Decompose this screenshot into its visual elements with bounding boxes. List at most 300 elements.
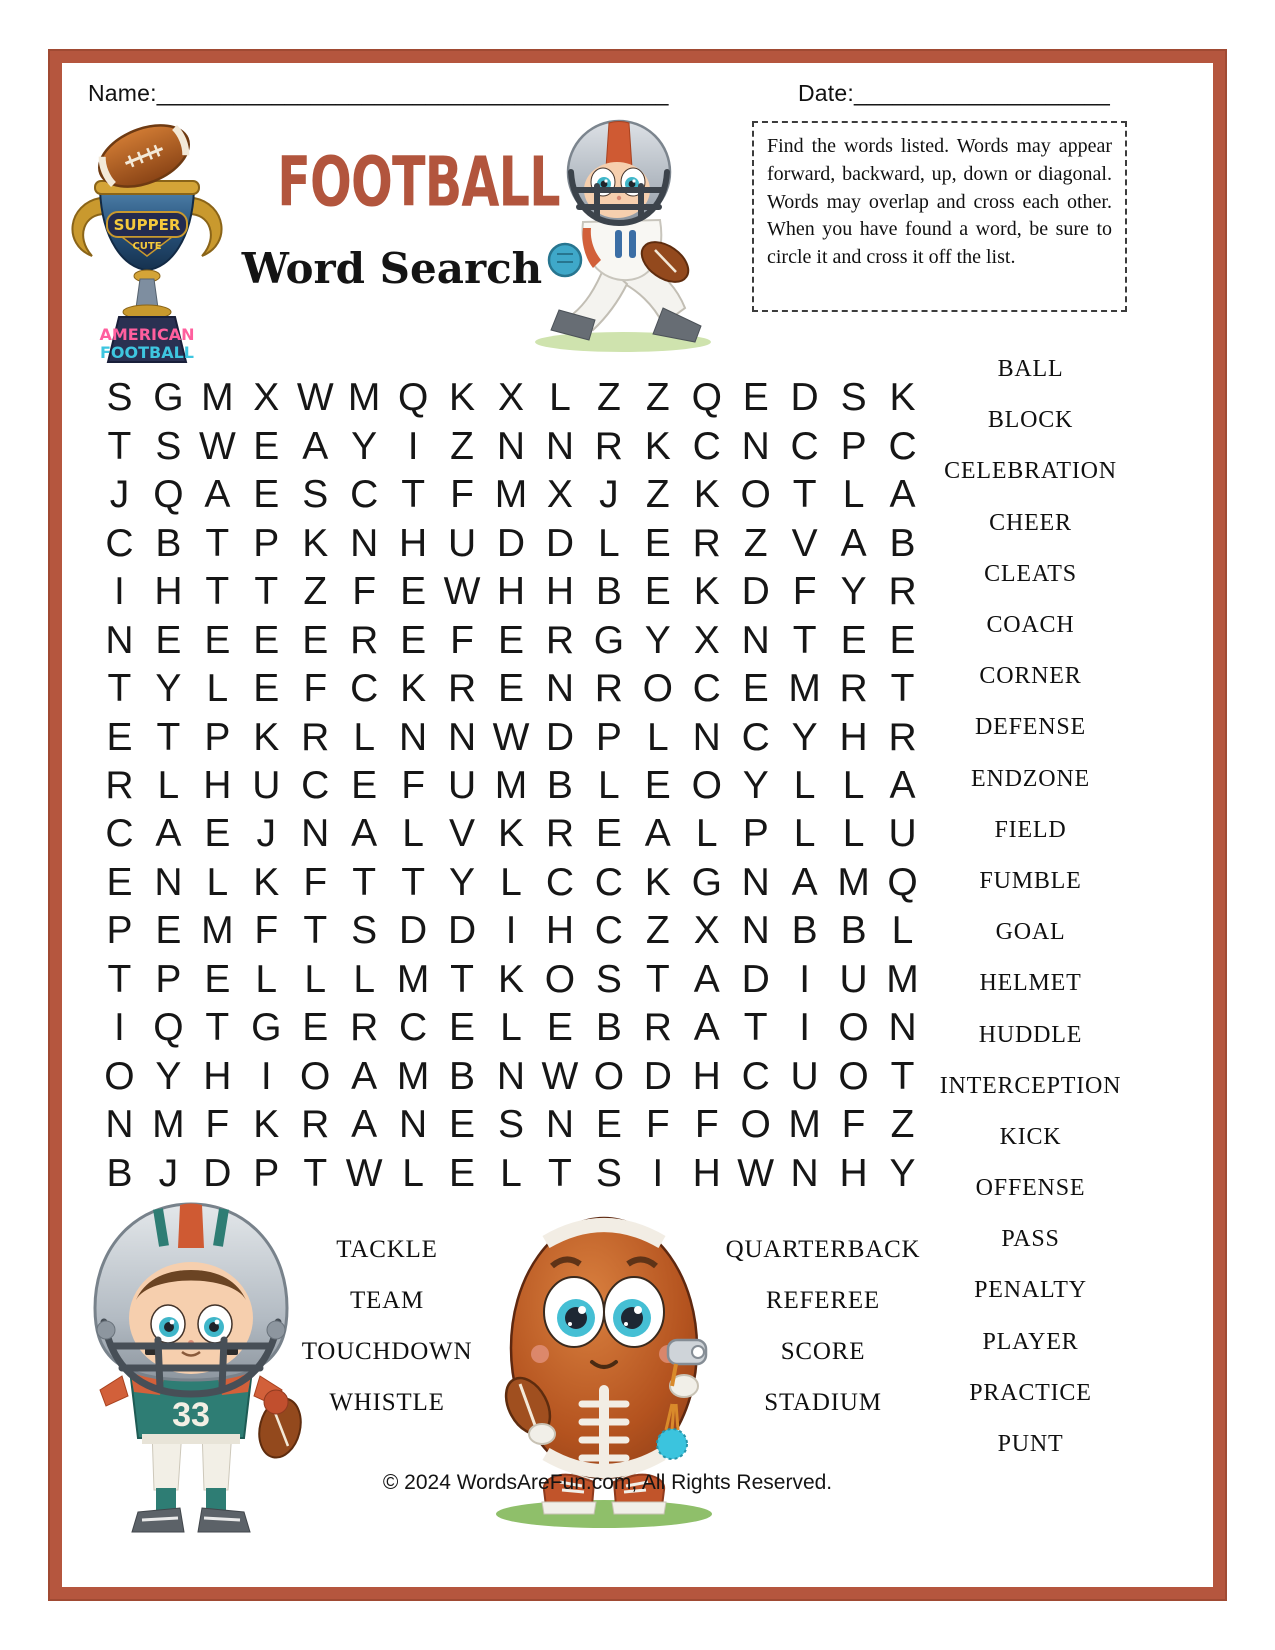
grid-letter: M bbox=[494, 763, 528, 807]
runner-fist-glove bbox=[549, 244, 581, 276]
kid-helmet bbox=[95, 1204, 287, 1395]
grid-letter: R bbox=[594, 667, 623, 711]
grid-letter: S bbox=[351, 909, 378, 953]
grid-letter: O bbox=[104, 1054, 135, 1098]
word-list-item: STADIUM bbox=[764, 1389, 882, 1417]
copyright-text: © 2024 WordsAreFun.com, All Rights Reserved. bbox=[382, 1471, 833, 1494]
grid-letter: K bbox=[253, 715, 280, 759]
grid-letter: Q bbox=[397, 376, 429, 420]
grid-letter: T bbox=[352, 860, 377, 904]
grid-letter: K bbox=[400, 667, 427, 711]
grid-letter: U bbox=[888, 812, 917, 856]
grid-letter: E bbox=[546, 1006, 573, 1050]
grid-letter: C bbox=[399, 1006, 428, 1050]
grid-letter: M bbox=[396, 957, 430, 1001]
grid-letter: A bbox=[693, 1006, 720, 1050]
grid-letter: P bbox=[840, 424, 867, 468]
grid-letter: Q bbox=[153, 473, 184, 517]
grid-letter: M bbox=[494, 473, 528, 517]
trophy-base-text-1: AMERICAN bbox=[99, 325, 195, 344]
grid-letter: B bbox=[106, 1151, 133, 1195]
grid-letter: R bbox=[888, 570, 917, 614]
word-list-item: OFFENSE bbox=[975, 1175, 1086, 1202]
grid-letter: R bbox=[301, 1103, 330, 1147]
grid-letter: W bbox=[443, 570, 481, 614]
grid-letter: E bbox=[449, 1151, 476, 1195]
grid-letter: T bbox=[107, 667, 132, 711]
grid-letter: S bbox=[106, 376, 133, 420]
grid-letter: E bbox=[155, 618, 182, 662]
kid-jersey-number: 33 bbox=[172, 1396, 210, 1434]
grid-letter: E bbox=[742, 376, 769, 420]
grid-letter: L bbox=[842, 473, 865, 517]
grid-letter: F bbox=[352, 570, 377, 614]
grid-letter: Y bbox=[351, 424, 378, 468]
grid-letter: K bbox=[693, 570, 720, 614]
grid-letter: W bbox=[296, 376, 334, 420]
grid-letter: T bbox=[401, 473, 426, 517]
word-list-item: ENDZONE bbox=[971, 765, 1090, 792]
grid-letter: K bbox=[644, 860, 671, 904]
grid-letter: F bbox=[401, 763, 426, 807]
grid-letter: F bbox=[694, 1103, 719, 1147]
grid-letter: O bbox=[642, 667, 673, 711]
grid-letter: B bbox=[595, 570, 622, 614]
grid-letter: T bbox=[645, 957, 670, 1001]
grid-letter: F bbox=[645, 1103, 670, 1147]
grid-letter: H bbox=[839, 1151, 868, 1195]
grid-letter: T bbox=[254, 570, 279, 614]
grid-letter: L bbox=[402, 812, 424, 856]
grid-letter: H bbox=[839, 715, 868, 759]
grid-letter: J bbox=[158, 1151, 179, 1195]
grid-letter: I bbox=[407, 424, 419, 468]
grid-letter: R bbox=[594, 424, 623, 468]
word-list-bottom-left bbox=[292, 1224, 482, 1429]
grid-letter: D bbox=[545, 521, 575, 565]
grid-letter: Y bbox=[742, 763, 769, 807]
grid-letter: K bbox=[302, 521, 329, 565]
grid-letter: D bbox=[203, 1151, 232, 1195]
word-list-item: GOAL bbox=[995, 919, 1066, 946]
grid-letter: R bbox=[545, 618, 575, 662]
grid-letter: N bbox=[545, 667, 575, 711]
grid-letter: P bbox=[253, 521, 280, 565]
grid-letter: R bbox=[888, 715, 917, 759]
grid-letter: E bbox=[204, 812, 231, 856]
grid-letter: E bbox=[253, 473, 280, 517]
grid-letter: M bbox=[788, 667, 821, 711]
word-list-item: HELMET bbox=[979, 970, 1082, 997]
grid-letter: H bbox=[399, 521, 428, 565]
grid-letter: I bbox=[652, 1151, 664, 1195]
grid-letter: C bbox=[888, 424, 917, 468]
grid-letter: F bbox=[303, 860, 328, 904]
word-list-item: BLOCK bbox=[987, 407, 1074, 434]
grid-letter: A bbox=[351, 1054, 378, 1098]
grid-letter: I bbox=[799, 957, 811, 1001]
grid-letter: C bbox=[301, 763, 330, 807]
grid-letter: O bbox=[740, 1103, 771, 1147]
grid-letter: P bbox=[253, 1151, 280, 1195]
grid-letter: S bbox=[595, 957, 622, 1001]
grid-letter: W bbox=[345, 1151, 383, 1195]
grid-letter: U bbox=[790, 1054, 819, 1098]
date-field-label bbox=[798, 80, 1110, 107]
word-list-item: CELEBRATION bbox=[944, 458, 1117, 485]
grid-letter: Z bbox=[645, 376, 670, 420]
grid-letter: C bbox=[105, 521, 134, 565]
grid-letter: E bbox=[644, 763, 671, 807]
grid-letter: L bbox=[255, 957, 278, 1001]
grid-letter: U bbox=[447, 763, 477, 807]
trophy-banner-text-top: SUPPER bbox=[113, 216, 181, 234]
grid-letter: M bbox=[788, 1103, 821, 1147]
grid-letter: S bbox=[302, 473, 329, 517]
grid-letter: B bbox=[449, 1054, 476, 1098]
grid-letter: L bbox=[793, 812, 816, 856]
grid-letter: Y bbox=[155, 1054, 182, 1098]
grid-letter: A bbox=[889, 473, 916, 517]
grid-letter: E bbox=[595, 812, 622, 856]
grid-letter: E bbox=[253, 424, 280, 468]
grid-letter: L bbox=[304, 957, 327, 1001]
grid-letter: K bbox=[497, 812, 524, 856]
word-list-item: TEAM bbox=[349, 1286, 425, 1314]
word-list-right bbox=[928, 344, 1133, 1470]
grid-letter: R bbox=[545, 812, 575, 856]
word-list-item: HUDDLE bbox=[978, 1021, 1083, 1048]
grid-letter: E bbox=[106, 860, 133, 904]
grid-letter: Y bbox=[840, 570, 867, 614]
grid-letter: Z bbox=[890, 1103, 915, 1147]
grid-letter: R bbox=[692, 521, 721, 565]
word-list-item: REFEREE bbox=[766, 1286, 880, 1314]
grid-letter: E bbox=[644, 521, 671, 565]
grid-letter: N bbox=[545, 1103, 575, 1147]
grid-letter: W bbox=[198, 424, 236, 468]
grid-letter: Z bbox=[743, 521, 768, 565]
grid-letter: T bbox=[890, 667, 915, 711]
grid-letter: Z bbox=[596, 376, 621, 420]
grid-letter: E bbox=[400, 618, 427, 662]
grid-letter: Z bbox=[645, 473, 670, 517]
grid-letter: V bbox=[791, 521, 818, 565]
grid-letter: A bbox=[889, 763, 916, 807]
grid-letter: E bbox=[253, 667, 280, 711]
grid-letter: E bbox=[449, 1103, 476, 1147]
grid-letter: D bbox=[496, 521, 526, 565]
word-list-item: SCORE bbox=[780, 1338, 866, 1366]
grid-letter: J bbox=[109, 473, 130, 517]
date-label: Date: bbox=[798, 80, 854, 106]
grid-letter: T bbox=[205, 570, 230, 614]
runner-helmet bbox=[568, 121, 670, 223]
grid-letter: Y bbox=[644, 618, 671, 662]
word-list-item: PLAYER bbox=[982, 1328, 1079, 1355]
grid-letter: R bbox=[301, 715, 330, 759]
grid-letter: P bbox=[106, 909, 133, 953]
grid-letter: K bbox=[693, 473, 720, 517]
grid-letter: H bbox=[154, 570, 183, 614]
grid-letter: C bbox=[350, 667, 379, 711]
grid-letter: N bbox=[790, 1151, 819, 1195]
grid-letter: E bbox=[400, 570, 427, 614]
grid-letter: E bbox=[497, 667, 524, 711]
grid-letter: E bbox=[595, 1103, 622, 1147]
word-list-item: CHEER bbox=[989, 509, 1072, 536]
grid-letter: C bbox=[545, 860, 575, 904]
grid-letter: E bbox=[840, 618, 867, 662]
grid-letter: N bbox=[545, 424, 575, 468]
grid-letter: E bbox=[253, 618, 280, 662]
grid-letter: T bbox=[450, 957, 474, 1001]
grid-letter: T bbox=[303, 1151, 328, 1195]
grid-letter: B bbox=[155, 521, 182, 565]
trophy-base-text-2: FOOTBALL bbox=[99, 343, 195, 362]
grid-letter: R bbox=[839, 667, 868, 711]
grid-letter: E bbox=[302, 1006, 329, 1050]
grid-letter: A bbox=[351, 812, 378, 856]
grid-letter: M bbox=[396, 1054, 430, 1098]
grid-letter: O bbox=[544, 957, 576, 1001]
grid-letter: W bbox=[492, 715, 530, 759]
grid-letter: T bbox=[792, 473, 817, 517]
grid-letter: H bbox=[692, 1151, 721, 1195]
grid-letter: L bbox=[793, 763, 816, 807]
grid-letter: S bbox=[155, 424, 182, 468]
word-list-item: BALL bbox=[997, 356, 1064, 383]
grid-letter: X bbox=[253, 376, 280, 420]
grid-letter: O bbox=[838, 1006, 869, 1050]
grid-letter: C bbox=[594, 909, 623, 953]
word-list-item: INTERCEPTION bbox=[939, 1072, 1122, 1099]
grid-letter: P bbox=[742, 812, 769, 856]
grid-letter: I bbox=[505, 909, 517, 953]
grid-letter: D bbox=[741, 570, 770, 614]
grid-letter: L bbox=[402, 1151, 424, 1195]
grid-letter: L bbox=[353, 957, 376, 1001]
grid-letter: L bbox=[549, 376, 571, 420]
word-list-item: WHISTLE bbox=[329, 1389, 445, 1417]
name-field-label bbox=[88, 80, 668, 107]
grid-letter: M bbox=[201, 909, 234, 953]
grid-letter: H bbox=[203, 763, 232, 807]
instructions-box: Find the words listed. Words may appear forward, backward, up, down or diagonal. Words may overlap and cross each other. When you have found a word, be sure to circle it and cross it off the list. bbox=[752, 121, 1127, 312]
word-list-item: COACH bbox=[986, 612, 1075, 639]
grid-letter: X bbox=[693, 618, 720, 662]
grid-letter: N bbox=[301, 812, 330, 856]
grid-letter: L bbox=[598, 763, 620, 807]
grid-letter: U bbox=[839, 957, 868, 1001]
grid-letter: B bbox=[889, 521, 916, 565]
grid-letter: N bbox=[350, 521, 379, 565]
grid-letter: Z bbox=[450, 424, 474, 468]
grid-letter: E bbox=[204, 618, 231, 662]
grid-letter: T bbox=[205, 521, 230, 565]
grid-letter: D bbox=[545, 715, 575, 759]
grid-letter: C bbox=[692, 424, 721, 468]
grid-letter: E bbox=[449, 1006, 476, 1050]
grid-letter: C bbox=[741, 1054, 770, 1098]
grid-letter: E bbox=[351, 763, 378, 807]
grid-letter: Y bbox=[449, 860, 476, 904]
grid-letter: N bbox=[741, 909, 770, 953]
word-list-item: KICK bbox=[999, 1123, 1062, 1150]
grid-letter: C bbox=[350, 473, 379, 517]
grid-letter: L bbox=[500, 1006, 522, 1050]
word-list-item: PRACTICE bbox=[969, 1379, 1092, 1406]
grid-letter: D bbox=[790, 376, 819, 420]
grid-letter: P bbox=[595, 715, 622, 759]
grid-letter: L bbox=[598, 521, 620, 565]
grid-letter: J bbox=[599, 473, 619, 517]
word-list-item: CORNER bbox=[979, 663, 1082, 690]
grid-letter: A bbox=[791, 860, 818, 904]
grid-letter: C bbox=[741, 715, 770, 759]
grid-letter: R bbox=[643, 1006, 672, 1050]
grid-letter: T bbox=[303, 909, 328, 953]
grid-letter: O bbox=[691, 763, 722, 807]
grid-letter: O bbox=[300, 1054, 331, 1098]
grid-letter: I bbox=[114, 570, 125, 614]
running-player-illustration bbox=[513, 110, 728, 355]
trophy-base bbox=[99, 317, 194, 362]
grid-letter: N bbox=[741, 860, 770, 904]
word-list-item: TOUCHDOWN bbox=[301, 1338, 473, 1366]
grid-letter: K bbox=[253, 1103, 280, 1147]
grid-letter: E bbox=[742, 667, 769, 711]
grid-letter: S bbox=[595, 1151, 622, 1195]
grid-letter: D bbox=[399, 909, 428, 953]
grid-letter: L bbox=[500, 1151, 522, 1195]
grid-letter: G bbox=[251, 1006, 282, 1050]
grid-letter: U bbox=[447, 521, 477, 565]
word-list-bottom-right bbox=[703, 1224, 943, 1429]
grid-letter: Z bbox=[645, 909, 670, 953]
word-list-item: PUNT bbox=[997, 1431, 1064, 1458]
grid-letter: A bbox=[693, 957, 720, 1001]
grid-letter: T bbox=[890, 1054, 915, 1098]
grid-letter: L bbox=[157, 763, 180, 807]
grid-letter: T bbox=[107, 424, 132, 468]
grid-letter: D bbox=[741, 957, 770, 1001]
grid-letter: X bbox=[693, 909, 720, 953]
grid-letter: O bbox=[593, 1054, 625, 1098]
grid-letter: T bbox=[401, 860, 426, 904]
grid-letter: A bbox=[644, 812, 671, 856]
grid-letter: E bbox=[644, 570, 671, 614]
grid-letter: B bbox=[595, 1006, 622, 1050]
grid-letter: N bbox=[692, 715, 721, 759]
grid-letter: L bbox=[842, 812, 865, 856]
grid-letter: K bbox=[644, 424, 671, 468]
grid-letter: E bbox=[106, 715, 133, 759]
grid-letter: N bbox=[496, 1054, 526, 1098]
grid-letter: T bbox=[743, 1006, 768, 1050]
grid-letter: Q bbox=[153, 1006, 184, 1050]
grid-letter: H bbox=[545, 909, 575, 953]
grid-letter: L bbox=[500, 860, 522, 904]
grid-letter: T bbox=[548, 1151, 572, 1195]
grid-letter: N bbox=[399, 1103, 428, 1147]
grid-letter: R bbox=[105, 763, 134, 807]
grid-letter: L bbox=[842, 763, 865, 807]
grid-letter: I bbox=[799, 1006, 811, 1050]
grid-letter: T bbox=[156, 715, 181, 759]
grid-letter: C bbox=[105, 812, 134, 856]
grid-letter: L bbox=[695, 812, 718, 856]
grid-letter: Y bbox=[889, 1151, 916, 1195]
grid-letter: R bbox=[350, 1006, 379, 1050]
grid-letter: C bbox=[692, 667, 721, 711]
word-search-grid bbox=[95, 374, 927, 1198]
grid-letter: L bbox=[206, 860, 229, 904]
word-list-item: TACKLE bbox=[336, 1235, 438, 1263]
word-list-item: PENALTY bbox=[974, 1277, 1087, 1304]
grid-letter: W bbox=[737, 1151, 775, 1195]
grid-letter: S bbox=[840, 376, 867, 420]
grid-letter: D bbox=[447, 909, 477, 953]
grid-letter: O bbox=[838, 1054, 869, 1098]
grid-letter: B bbox=[840, 909, 867, 953]
grid-letter: F bbox=[303, 667, 328, 711]
grid-letter: H bbox=[545, 570, 575, 614]
grid-letter: Q bbox=[887, 860, 918, 904]
grid-letter: S bbox=[497, 1103, 524, 1147]
grid-letter: L bbox=[206, 667, 229, 711]
grid-letter: O bbox=[740, 473, 771, 517]
trophy-banner-text-bottom: CUTE bbox=[132, 241, 162, 252]
grid-letter: V bbox=[449, 812, 476, 856]
grid-letter: U bbox=[252, 763, 281, 807]
grid-letter: L bbox=[891, 909, 914, 953]
grid-letter: L bbox=[353, 715, 376, 759]
grid-letter: M bbox=[347, 376, 381, 420]
grid-letter: F bbox=[841, 1103, 866, 1147]
grid-letter: E bbox=[302, 618, 329, 662]
grid-letter: H bbox=[496, 570, 526, 614]
grid-letter: A bbox=[840, 521, 867, 565]
grid-letter: E bbox=[204, 957, 231, 1001]
grid-letter: N bbox=[496, 424, 526, 468]
grid-letter: N bbox=[741, 618, 770, 662]
grid-letter: N bbox=[888, 1006, 917, 1050]
grid-letter: A bbox=[302, 424, 329, 468]
grid-letter: I bbox=[260, 1054, 272, 1098]
grid-letter: F bbox=[254, 909, 279, 953]
date-blank-line: ____________________ bbox=[853, 80, 1110, 106]
grid-letter: B bbox=[546, 763, 573, 807]
grid-letter: Y bbox=[155, 667, 182, 711]
word-list-item: CLEATS bbox=[984, 560, 1077, 587]
grid-letter: J bbox=[256, 812, 277, 856]
grid-letter: N bbox=[399, 715, 428, 759]
page-title: FOOTBALL bbox=[277, 142, 560, 223]
grid-letter: Z bbox=[303, 570, 328, 614]
grid-letter: I bbox=[114, 1006, 125, 1050]
page-subtitle: Word Search bbox=[241, 244, 543, 293]
grid-letter: T bbox=[107, 957, 132, 1001]
grid-letter: G bbox=[593, 618, 625, 662]
grid-letter: N bbox=[105, 618, 134, 662]
grid-letter: N bbox=[447, 715, 477, 759]
grid-letter: E bbox=[497, 618, 524, 662]
grid-letter: H bbox=[203, 1054, 232, 1098]
grid-letter: T bbox=[205, 1006, 230, 1050]
grid-letter: A bbox=[155, 812, 182, 856]
grid-letter: E bbox=[889, 618, 916, 662]
